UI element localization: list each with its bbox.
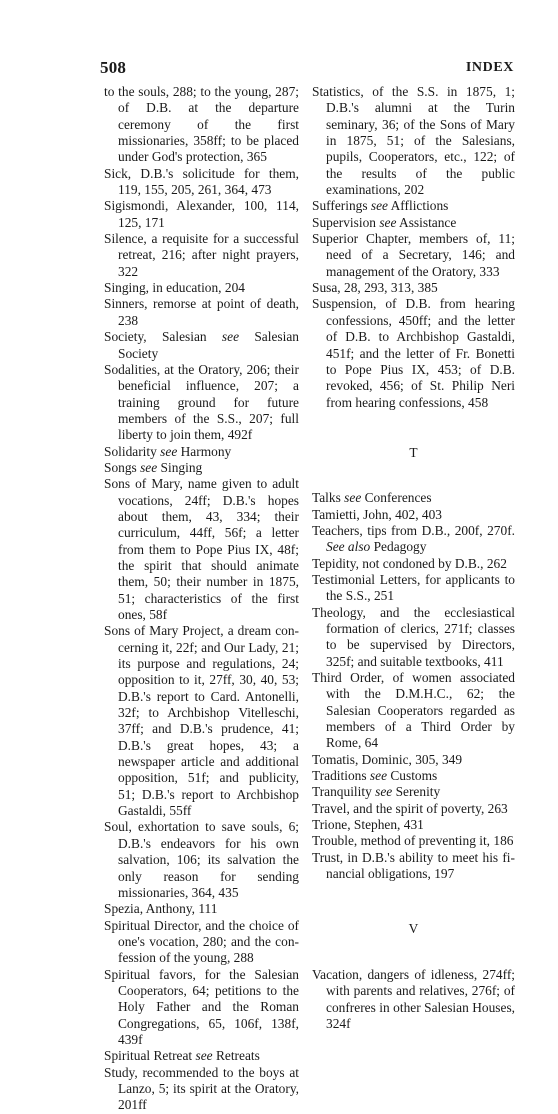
index-entry: Spiritual favors, for the Salesian Cooperators, 64; petitions to the Holy Father and the Roman Congregations, 65, 106f, 138f, 439f <box>104 966 299 1047</box>
index-entry: Travel, and the spirit of poverty, 263 <box>312 800 508 816</box>
index-entry: to the souls, 288; to the young, 287; of D.B. at the departure ceremony of the first missionaries, 358ff; to be placed under God's protection, 365 <box>104 84 299 165</box>
index-entry: Sigismondi, Alexander, 100, 114, 125, 171 <box>104 198 299 230</box>
entries-v <box>312 967 515 1032</box>
index-entry: Third Order, of women associated with the D.M.H.C., 62; the Salesian Cooperators regarded as members of a Third Order by Rome, 64 <box>312 670 515 751</box>
index-entry: Tamietti, John, 402, 403 <box>312 506 442 522</box>
index-entry: Traditions see Customs <box>312 768 438 784</box>
index-entry: Testimonial Letters, for applicants to the S.S., 251 <box>312 571 515 604</box>
index-entry: Solidarity see Harmony <box>104 443 232 459</box>
index-entry: Sons of Mary Project, a dream concerning it, 22f; and Our Lady, 21; its purpose and regulations, 24; opposition to it, 27ff, 30, 40, 53; D.B.'s report to Card. Antonelli, 32f; to Archbishop Vitelleschi, 37ff; and D.B.'s prudence, 41; D.B.'s great hopes, 43; a newspaper article and additional opposition, 51f; and publicity, 51; D.B.'s report to Archbishop Gastaldi, 55ff <box>104 623 299 819</box>
index-entry: Songs see Singing <box>104 459 203 475</box>
index-entry: Theology, and the ecclesiastical formation of clerics, 271f; classes to be supervised by Directors, 325f; and suitable textbooks, 411 <box>312 604 515 669</box>
index-entry: Society, Salesian see Salesian Society <box>104 329 299 361</box>
index-entry: Susa, 28, 293, 313, 385 <box>312 280 438 296</box>
left-column <box>104 84 299 1114</box>
index-entry: Trust, in D.B.'s ability to meet his financial obligations, 197 <box>312 849 515 882</box>
index-entry: Study, recommended to the boys at Lanzo, 5; its spirit at the Oratory, 201ff <box>104 1064 299 1113</box>
index-entry: Tomatis, Dominic, 305, 349 <box>312 751 463 767</box>
index-entry: Talks see Conferences <box>312 490 432 506</box>
index-entry: Silence, a requisite for a successful retreat, 216; after night prayers, 322 <box>104 231 299 279</box>
index-entry: Sodalities, at the Oratory, 206; their beneficial influence, 207; a training ground for future members of the S.S., 207; full liberty to join them, 492f <box>104 361 299 443</box>
index-entry: Teachers, tips from D.B., 200f, 270f. See also Pedagogy <box>312 522 515 555</box>
entries-t <box>312 490 515 882</box>
index-entry: Spezia, Anthony, 111 <box>104 901 218 917</box>
index-entry: Superior Chapter, members of, 11; need of a Secretary, 146; and management of the Oratory, 333 <box>312 231 515 279</box>
index-entry: Tranquility see Serenity <box>312 784 441 800</box>
index-entry: Sick, D.B.'s solicitude for them, 119, 155, 205, 261, 364, 473 <box>104 165 299 198</box>
index-entry: Sinners, remorse at point of death, 238 <box>104 296 299 328</box>
index-entry: Singing, in education, 204 <box>104 280 245 296</box>
index-entry: Vacation, dangers of idleness, 274ff; with parents and relatives, 276f; of confreres in other Salesian Houses, 324f <box>312 966 515 1031</box>
index-entry: Supervision see Assistance <box>312 214 457 230</box>
section-letter-t: T <box>409 444 418 460</box>
index-entry: Sons of Mary, name given to adult vocations, 24ff; D.B.'s hopes about them, 43, 334; their curriculum, 44ff, 56f; a letter from them to Pope Pius IX, 48f; the spirit that should animate them, 50; their number in 1875, 51; characteristics of the first ones, 58f <box>104 476 299 622</box>
running-head: INDEX <box>465 60 514 75</box>
index-entry: Statistics, of the S.S. in 1875, 1; D.B.'s alumni at the Turin seminary, 36; of the Sons of Mary in 1875, 51; of the Salesians, pupils, Cooperators, etc., 122; of the results of the public examinations, 202 <box>312 84 515 198</box>
index-entry: Spiritual Director, and the choice of one's vocation, 280; and the confession of the young, 288 <box>104 917 299 966</box>
index-entry: Sufferings see Afflictions <box>312 198 449 214</box>
index-entry: Trouble, method of preventing it, 186 <box>312 833 514 849</box>
index-entry: Soul, exhortation to save souls, 6; D.B.'s endeavors for his own salvation, 106; its salvation the only reason for sending missionaries, 364, 435 <box>104 819 299 900</box>
entries-s <box>312 84 515 411</box>
section-letter-v: V <box>408 921 419 937</box>
index-entry: Tepidity, not condoned by D.B., 262 <box>312 555 507 571</box>
page-number: 508 <box>100 58 127 77</box>
index-entry: Trione, Stephen, 431 <box>312 817 424 833</box>
index-entry: Suspension, of D.B. from hearing confessions, 450ff; and the letter of D.B. to Archbishop Gastaldi, 451f; and the letter of Fr. Bonetti to Pope Pius IX, 453; of D.B. revoked, 456; of St. Philip Neri from hearing confessions, 458 <box>312 296 515 410</box>
index-entry: Spiritual Retreat see Retreats <box>104 1048 260 1064</box>
right-column <box>312 84 515 1032</box>
